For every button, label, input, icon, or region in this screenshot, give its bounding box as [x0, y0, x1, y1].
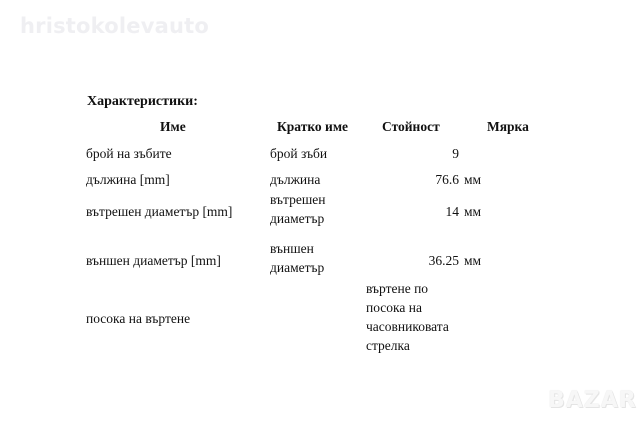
section-title: Характеристики: — [87, 94, 198, 109]
watermark-bazar-logo: BAZAR — [548, 388, 637, 413]
row-3-name: вътрешен диаметър [mm] — [86, 204, 233, 219]
row-5-value-line2: посока на — [366, 300, 422, 315]
row-5-value-line3: часовниковата — [366, 319, 449, 334]
header-short-name: Кратко име — [277, 119, 349, 134]
row-4-unit: мм — [464, 253, 482, 268]
watermark-top: hristokolevauto — [20, 14, 210, 38]
row-3-value: 14 — [445, 204, 459, 219]
row-3-short-name-line1: вътрешен — [270, 192, 326, 207]
row-4-value: 36.25 — [428, 253, 459, 268]
row-1-value: 9 — [452, 146, 459, 161]
row-5-value-line1: въртене по — [366, 281, 429, 296]
row-4-short-name-line2: диаметър — [270, 260, 325, 275]
row-2-value: 76.6 — [435, 172, 459, 187]
row-2-name: дължина [mm] — [86, 172, 170, 187]
row-4-short-name-line1: външен — [270, 241, 314, 256]
row-5-name: посока на въртене — [86, 311, 191, 326]
header-value: Стойност — [382, 119, 440, 134]
row-3-short-name-line2: диаметър — [270, 211, 325, 226]
header-name: Име — [160, 119, 186, 134]
row-1-short-name: брой зъби — [270, 146, 328, 161]
row-1-name: брой на зъбите — [86, 146, 172, 161]
row-3-unit: мм — [464, 204, 482, 219]
row-2-unit: мм — [464, 172, 482, 187]
row-2-short-name: дължина — [270, 172, 321, 187]
row-4-name: външен диаметър [mm] — [86, 253, 221, 268]
header-unit: Мярка — [487, 119, 529, 134]
row-5-value-line4: стрелка — [366, 338, 410, 353]
